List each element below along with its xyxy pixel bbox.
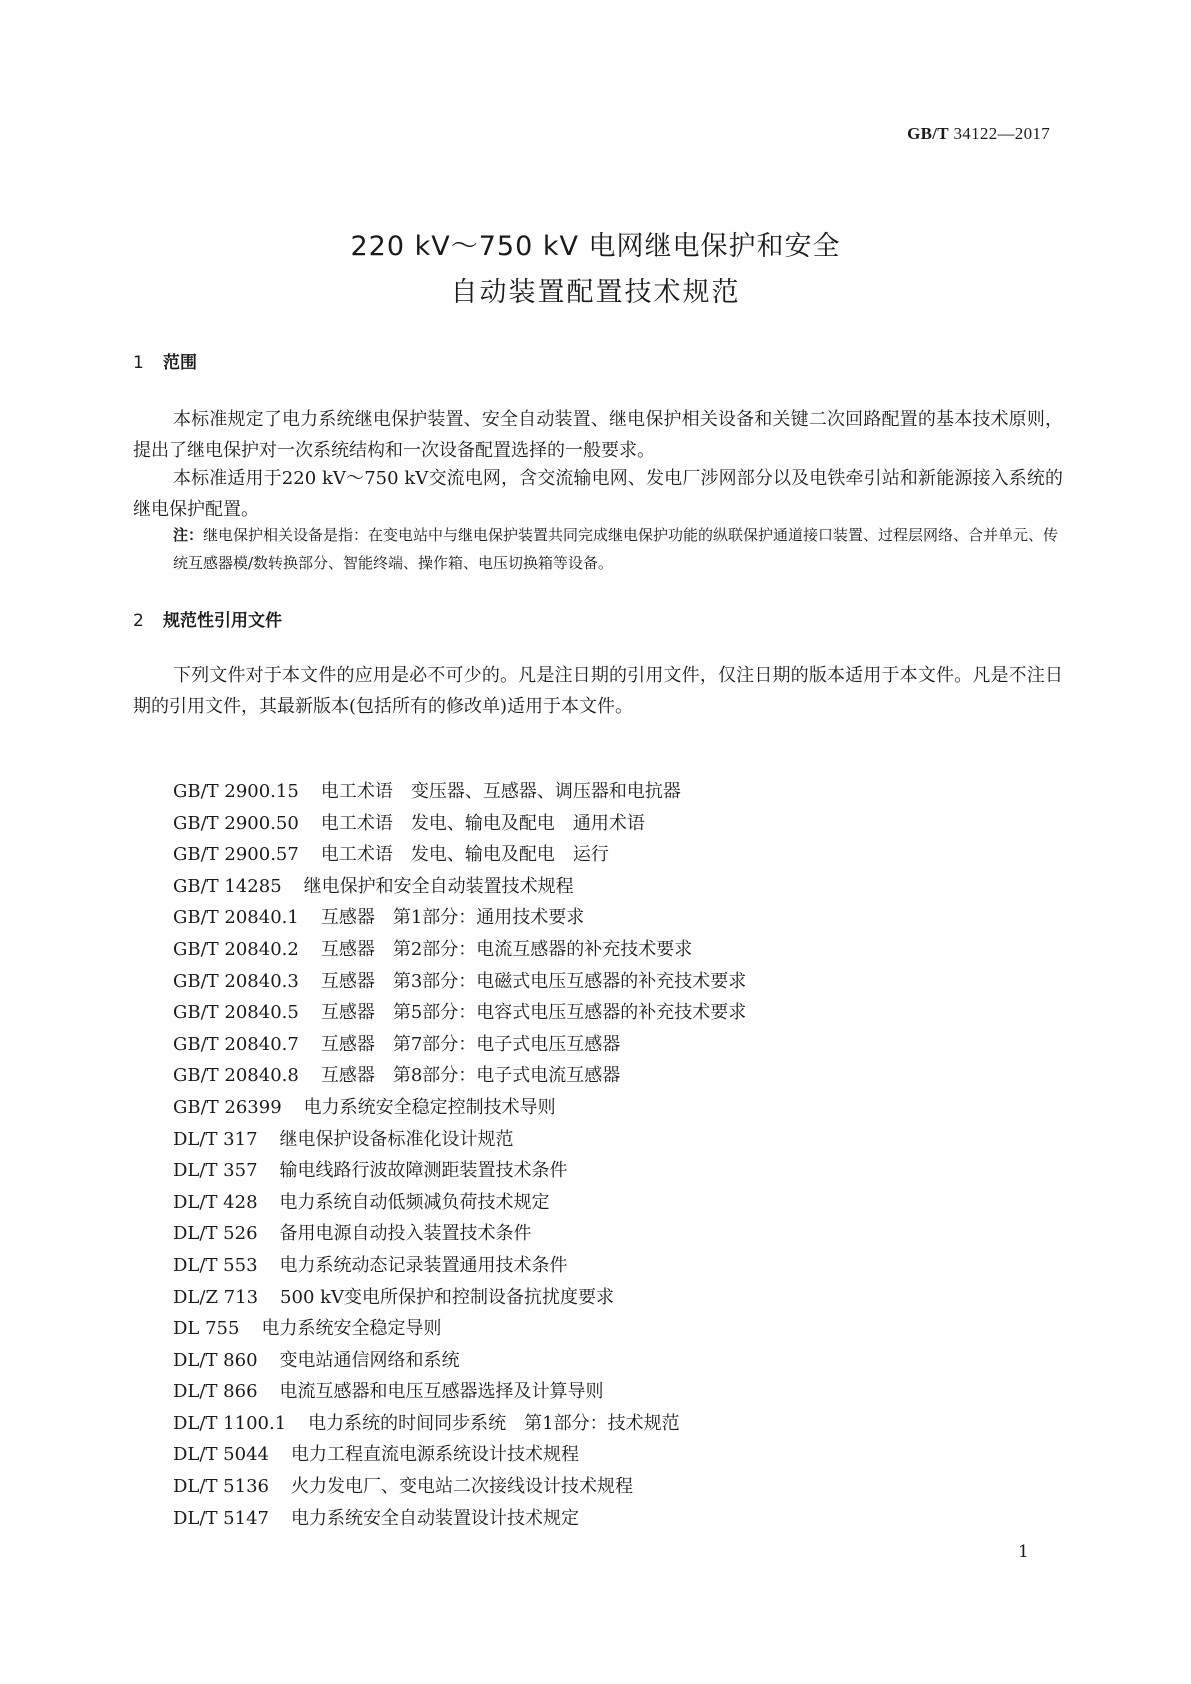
reference-code: GB/T 14285 <box>173 875 282 897</box>
reference-item <box>173 871 746 903</box>
reference-code: GB/T 20840.5 <box>173 1002 299 1024</box>
reference-item <box>173 1124 746 1156</box>
reference-title: 电力系统安全自动装置设计技术规定 <box>291 1507 579 1529</box>
reference-code: DL/T 526 <box>173 1223 258 1245</box>
reference-item <box>173 1092 746 1124</box>
reference-code: DL/T 1100.1 <box>173 1412 287 1434</box>
note-text: 继电保护相关设备是指：在变电站中与继电保护装置共同完成继电保护功能的纵联保护通道接口装置、过程层网络、合并单元、传统互感器模/数转换部分、智能终端、操作箱、电压切换箱等设备。 <box>173 526 1059 572</box>
reference-title: 互感器 第8部分：电子式电流互感器 <box>320 1065 621 1087</box>
reference-item <box>173 1155 746 1187</box>
scope-paragraph-2: 本标准适用于220 kV～750 kV交流电网，含交流输电网、发电厂涉网部分以及电铁牵引站和新能源接入系统的继电保护配置。 <box>133 468 1063 520</box>
reference-code: GB/T 20840.8 <box>173 1065 299 1087</box>
reference-code: DL/T 317 <box>173 1128 258 1150</box>
reference-title: 电工术语 发电、输电及配电 通用术语 <box>320 812 645 834</box>
reference-item <box>173 1439 746 1471</box>
reference-title: 继电保护和安全自动装置技术规程 <box>303 875 574 897</box>
reference-title: 电力系统安全稳定导则 <box>261 1318 442 1340</box>
reference-title: 电力系统的时间同步系统 第1部分：技术规范 <box>308 1412 680 1434</box>
reference-title: 备用电源自动投入装置技术条件 <box>279 1223 532 1245</box>
reference-code: GB/T 20840.3 <box>173 970 299 992</box>
reference-code: DL/T 553 <box>173 1254 258 1276</box>
reference-code: DL/T 428 <box>173 1191 258 1213</box>
reference-code: DL/Z 713 <box>173 1286 259 1308</box>
reference-title: 互感器 第2部分：电流互感器的补充技术要求 <box>320 938 693 960</box>
reference-item <box>173 1503 746 1535</box>
reference-item <box>173 1408 746 1440</box>
reference-item <box>173 1187 746 1219</box>
reference-code: GB/T 20840.2 <box>173 938 299 960</box>
reference-code: GB/T 2900.15 <box>173 781 299 802</box>
reference-item <box>173 1029 746 1061</box>
reference-item <box>173 966 746 998</box>
section-title: 范围 <box>163 353 197 373</box>
reference-title: 继电保护设备标准化设计规范 <box>279 1128 514 1150</box>
reference-item <box>173 839 746 871</box>
reference-item <box>173 1376 746 1408</box>
reference-code: GB/T 20840.1 <box>173 907 299 929</box>
reference-item <box>173 1218 746 1250</box>
reference-item <box>173 934 746 966</box>
reference-item <box>173 997 746 1029</box>
reference-title: 火力发电厂、变电站二次接线设计技术规程 <box>291 1476 633 1498</box>
reference-title: 互感器 第5部分：电容式电压互感器的补充技术要求 <box>320 1002 747 1024</box>
reference-title: 电工术语 变压器、互感器、调压器和电抗器 <box>320 781 681 802</box>
reference-title: 电力工程直流电源系统设计技术规程 <box>291 1444 579 1466</box>
reference-code: DL/T 357 <box>173 1160 258 1182</box>
title-line-2: 自动装置配置技术规范 <box>450 277 741 308</box>
reference-code: DL 755 <box>173 1318 240 1340</box>
standard-prefix: GB/T <box>907 124 949 143</box>
references-intro-paragraph: 下列文件对于本文件的应用是必不可少的。凡是注日期的引用文件，仅注日期的版本适用于本文件。凡是不注日期的引用文件，其最新版本(包括所有的修改单)适用于本文件。 <box>133 665 1063 717</box>
reference-item <box>173 1060 746 1092</box>
reference-code: GB/T 26399 <box>173 1096 282 1118</box>
reference-code: DL/T 5136 <box>173 1476 269 1498</box>
reference-code: DL/T 866 <box>173 1381 258 1403</box>
reference-item <box>173 1313 746 1345</box>
section-2-heading <box>133 606 282 631</box>
reference-code: GB/T 2900.57 <box>173 844 299 866</box>
section-1-heading <box>133 348 197 373</box>
document-title <box>0 224 1191 316</box>
note-label: 注： <box>173 526 204 544</box>
standard-number <box>907 124 1050 144</box>
reference-title: 互感器 第3部分：电磁式电压互感器的补充技术要求 <box>320 970 747 992</box>
reference-item <box>173 902 746 934</box>
reference-title: 电力系统安全稳定控制技术导则 <box>303 1096 556 1118</box>
section-number: 1 <box>133 353 144 373</box>
reference-code: DL/T 5147 <box>173 1507 269 1529</box>
reference-item <box>173 1345 746 1377</box>
reference-code: DL/T 860 <box>173 1349 258 1371</box>
section-number: 2 <box>133 611 144 631</box>
reference-item <box>173 1471 746 1503</box>
reference-item <box>173 1282 746 1314</box>
scope-note <box>173 521 1063 577</box>
scope-paragraph-1: 本标准规定了电力系统继电保护装置、安全自动装置、继电保护相关设备和关键二次回路配置的基本技术原则，提出了继电保护对一次系统结构和一次设备配置选择的一般要求。 <box>133 409 1063 461</box>
standard-code: 34122—2017 <box>953 124 1050 143</box>
reference-title: 输电线路行波故障测距装置技术条件 <box>279 1160 568 1182</box>
reference-title: 电工术语 发电、输电及配电 运行 <box>320 844 609 866</box>
reference-title: 电流互感器和电压互感器选择及计算导则 <box>279 1381 604 1403</box>
reference-code: GB/T 20840.7 <box>173 1033 299 1055</box>
reference-code: DL/T 5044 <box>173 1444 269 1466</box>
reference-title: 电力系统自动低频减负荷技术规定 <box>279 1191 550 1213</box>
title-line-1: 220 kV～750 kV 电网继电保护和安全 <box>350 231 841 262</box>
reference-title: 电力系统动态记录装置通用技术条件 <box>279 1254 568 1276</box>
page-number: 1 <box>1018 1542 1029 1562</box>
section-title: 规范性引用文件 <box>163 611 282 631</box>
reference-title: 500 kV变电所保护和控制设备抗扰度要求 <box>280 1286 615 1308</box>
reference-item <box>173 776 746 808</box>
reference-title: 变电站通信网络和系统 <box>279 1349 460 1371</box>
reference-title: 互感器 第1部分：通用技术要求 <box>320 907 585 929</box>
reference-title: 互感器 第7部分：电子式电压互感器 <box>320 1033 621 1055</box>
reference-code: GB/T 2900.50 <box>173 812 299 834</box>
normative-reference-list <box>173 776 746 1534</box>
reference-item <box>173 808 746 840</box>
reference-item <box>173 1250 746 1282</box>
